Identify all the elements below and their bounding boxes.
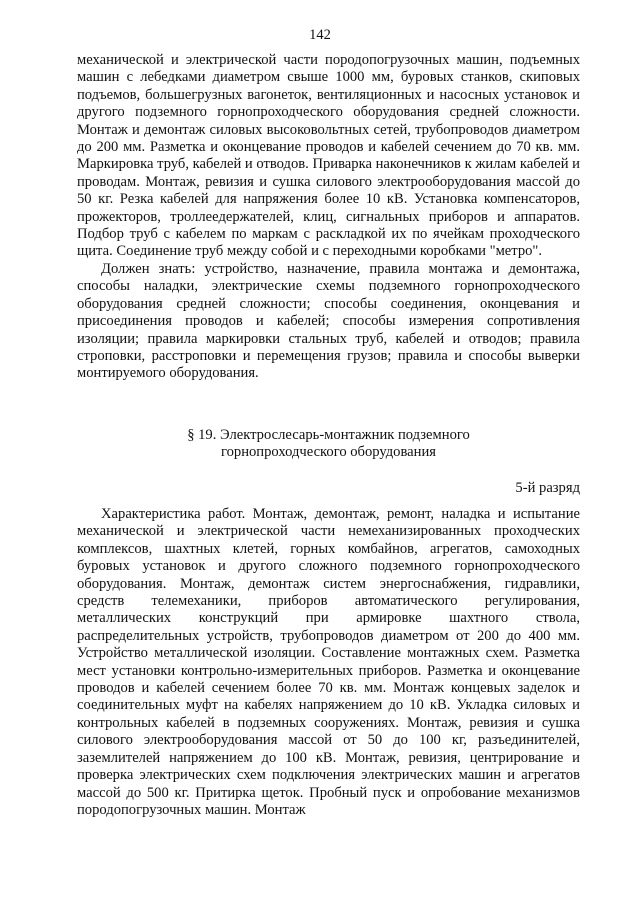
section-heading	[77, 427, 580, 462]
section-title-line-2: горнопроходческого оборудования	[220, 444, 436, 461]
paragraph-must-know: Должен знать: устройство, назначение, правила монтажа и демонтажа, способы наладки, электрические схемы подземного горнопроходческого оборудования средней сложности; способы соединения, оконцевания и присоединения проводов и кабелей; способы измерения сопротивления изоляции; правила маркировки стальных труб, кабелей и отводов; правила строповки, расстроповки и перемещения грузов; правила и способы выверки монтируемого оборудования.	[77, 260, 580, 382]
section-title-line-1: § 19. Электрослесарь-монтажник подземного	[187, 427, 470, 443]
paragraph-continuation: механической и электрической части породопогрузочных машин, подъемных машин с лебедками диаметром свыше 1000 мм, буровых станков, скиповых подъемов, большегрузных вагонеток, вентиляционных и насосных установок и другого подземного горнопроходческого оборудования средней сложности. Монтаж и демонтаж силовых высоковольтных сетей, трубопроводов диаметром до 200 мм. Разметка и оконцевание проводов и кабелей сечением до 70 кв. мм. Маркировка труб, кабелей и отводов. Приварка наконечников к жилам кабелей и проводам. Монтаж, ревизия и сушка силового электрооборудования массой до 50 кг. Резка кабелей для напряжения более 10 кВ. Установка компенсаторов, прожекторов, троллеедержателей, клиц, сигнальных приборов и аппаратов. Подбор труб с кабелем по маркам с раскладкой их по ячейкам проходческого щита. Соединение труб между собой и с переходными коробками "метро".	[77, 52, 580, 260]
bottom-text-block	[77, 506, 580, 819]
top-text-block	[77, 52, 580, 383]
paragraph-work-characteristics: Характеристика работ. Монтаж, демонтаж, ремонт, наладка и испытание механической и электрической части немеханизированных проходческих комплексов, шахтных клетей, горных комбайнов, агрегатов, самоходных буровых установок и другого сложного подземного горнопроходческого оборудования. Монтаж, демонтаж систем энергоснабжения, гидравлики, средств телемеханики, приборов автоматического регулирования, металлических конструкций при армировке шахтного ствола, распределительных устройств, трубопроводов диаметром от 200 до 400 мм. Устройство металлической изоляции. Составление монтажных схем. Разметка мест установки контрольно-измерительных приборов. Разметка и оконцевание проводов и кабелей сечением более 70 кв. мм. Монтаж концевых заделок и соединительных муфт на кабелях напряжением до 10 кВ. Укладка силовых и контрольных кабелей в подземных сооружениях. Монтаж, ревизия и сушка силового электрооборудования массой от 50 до 100 кг, разъединителей, заземлителей напряжением до 100 кВ. Монтаж, ревизия, центрирование и проверка электрических схем подключения электрических машин и агрегатов массой до 500 кг. Притирка щеток. Пробный пуск и опробование механизмов породопогрузочных машин. Монтаж	[77, 506, 580, 818]
page-number: 142	[309, 27, 331, 43]
grade-label: 5-й разряд	[515, 480, 580, 496]
